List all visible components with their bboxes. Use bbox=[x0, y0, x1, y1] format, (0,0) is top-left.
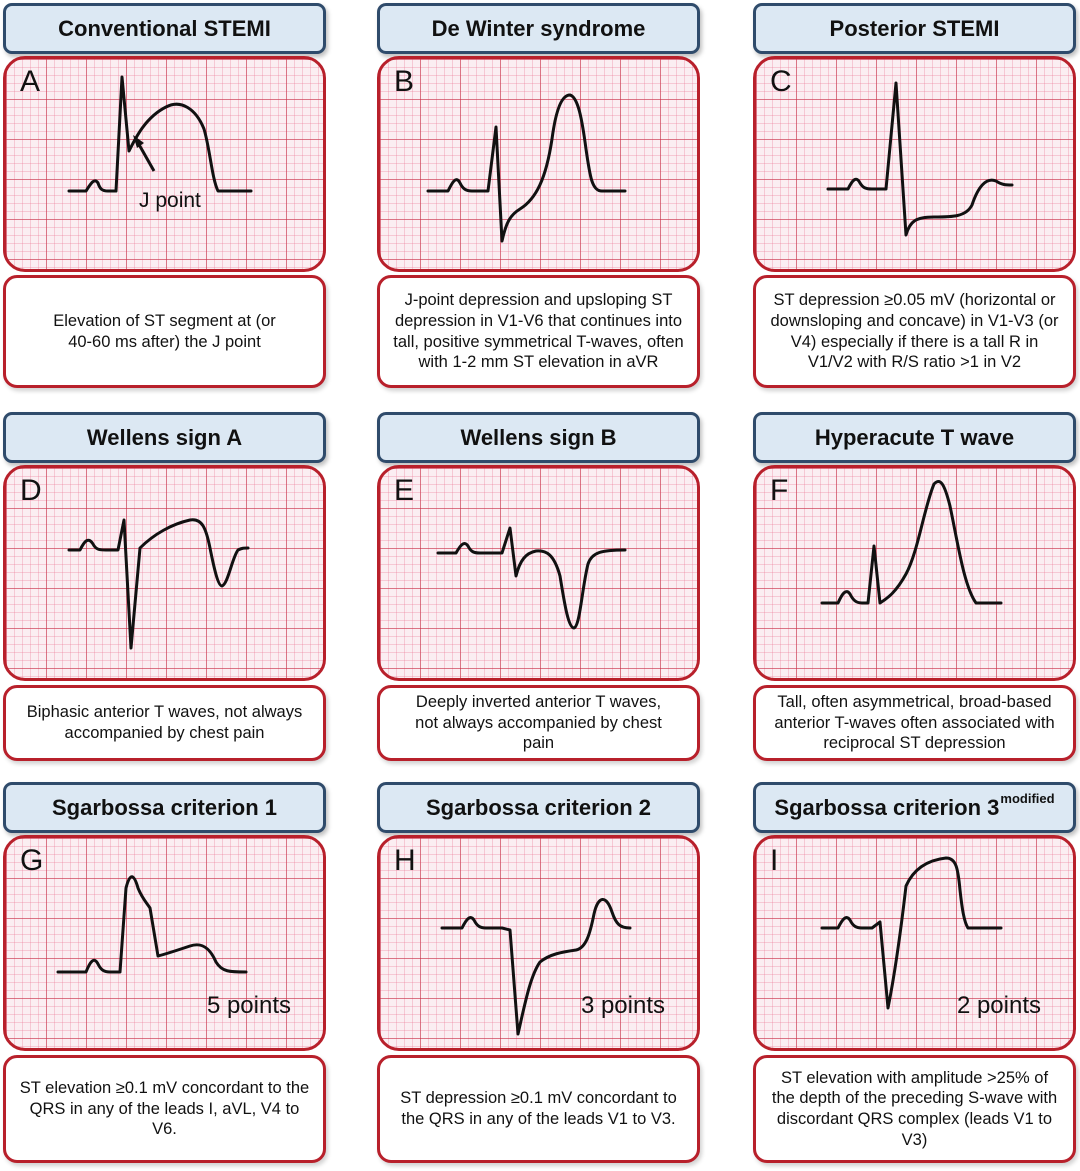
ecg-trace-wellens-sign-a bbox=[6, 468, 326, 681]
panel-letter: I bbox=[770, 844, 779, 877]
ecg-trace-wellens-sign-b bbox=[380, 468, 700, 681]
panel-letter: G bbox=[20, 844, 44, 877]
panel-description: ST depression ≥0.05 mV (horizontal or downsloping and concave) in V1-V3 (or V4) especially if there is a tall R in V1/V2 with R/S ratio >1 in V2 bbox=[753, 275, 1076, 388]
panel-letter: A bbox=[20, 65, 41, 98]
panel-description: Tall, often asymmetrical, broad-based anterior T-waves often associated with reciprocal ST depression bbox=[753, 685, 1076, 761]
ecg-panel-c bbox=[753, 56, 1076, 272]
ecg-panel-f bbox=[753, 465, 1076, 681]
panel-description: Elevation of ST segment at (or 40-60 ms after) the J point bbox=[3, 275, 326, 388]
panel-letter: C bbox=[770, 65, 792, 98]
panel-description: ST depression ≥0.1 mV concordant to the QRS in any of the leads V1 to V3. bbox=[377, 1055, 700, 1163]
panel-title-hyperacute-t-wave: Hyperacute T wave bbox=[753, 412, 1076, 463]
ecg-panel-a bbox=[3, 56, 326, 272]
panel-letter: F bbox=[770, 474, 789, 507]
points-label: 2 points bbox=[956, 992, 1041, 1019]
panel-title-sgarbossa-criterion-3: Sgarbossa criterion 3 $^{modified}$ bbox=[753, 782, 1076, 833]
panel-letter: E bbox=[394, 474, 415, 507]
points-label: 3 points bbox=[580, 992, 665, 1019]
ecg-trace-conventional-stemi bbox=[6, 59, 326, 272]
points-label: 5 points bbox=[206, 992, 291, 1019]
ecg-panel-d bbox=[3, 465, 326, 681]
ecg-panel-i bbox=[753, 835, 1076, 1051]
panel-title-posterior-stemi: Posterior STEMI bbox=[753, 3, 1076, 54]
j-point-label: J point bbox=[139, 189, 201, 212]
panel-title-wellens-sign-b: Wellens sign B bbox=[377, 412, 700, 463]
panel-title-sgarbossa-criterion-1: Sgarbossa criterion 1 bbox=[3, 782, 326, 833]
panel-letter: D bbox=[20, 474, 42, 507]
panel-title-de-winter-syndrome: De Winter syndrome bbox=[377, 3, 700, 54]
ecg-panel-h bbox=[377, 835, 700, 1051]
ecg-panel-b bbox=[377, 56, 700, 272]
panel-description: J-point depression and upsloping ST depression in V1-V6 that continues into tall, positive symmetrical T-waves, often with 1-2 mm ST elevation in aVR bbox=[377, 275, 700, 388]
ecg-panel-g bbox=[3, 835, 326, 1051]
panel-description: Deeply inverted anterior T waves, not always accompanied by chest pain bbox=[377, 685, 700, 761]
panel-title-wellens-sign-a: Wellens sign A bbox=[3, 412, 326, 463]
ecg-trace-posterior-stemi bbox=[756, 59, 1076, 272]
panel-letter: B bbox=[394, 65, 415, 98]
panel-title-sgarbossa-criterion-2: Sgarbossa criterion 2 bbox=[377, 782, 700, 833]
ecg-trace-de-winter-syndrome bbox=[380, 59, 700, 272]
ecg-trace-hyperacute-t-wave bbox=[756, 468, 1076, 681]
panel-description: ST elevation with amplitude >25% of the depth of the preceding S-wave with discordant QRS complex (leads V1 to V3) bbox=[753, 1055, 1076, 1163]
panel-description: Biphasic anterior T waves, not always accompanied by chest pain bbox=[3, 685, 326, 761]
ecg-panel-e bbox=[377, 465, 700, 681]
panel-description: ST elevation ≥0.1 mV concordant to the QRS in any of the leads I, aVL, V4 to V6. bbox=[3, 1055, 326, 1163]
panel-title-conventional-stemi: Conventional STEMI bbox=[3, 3, 326, 54]
panel-letter: H bbox=[394, 844, 416, 877]
